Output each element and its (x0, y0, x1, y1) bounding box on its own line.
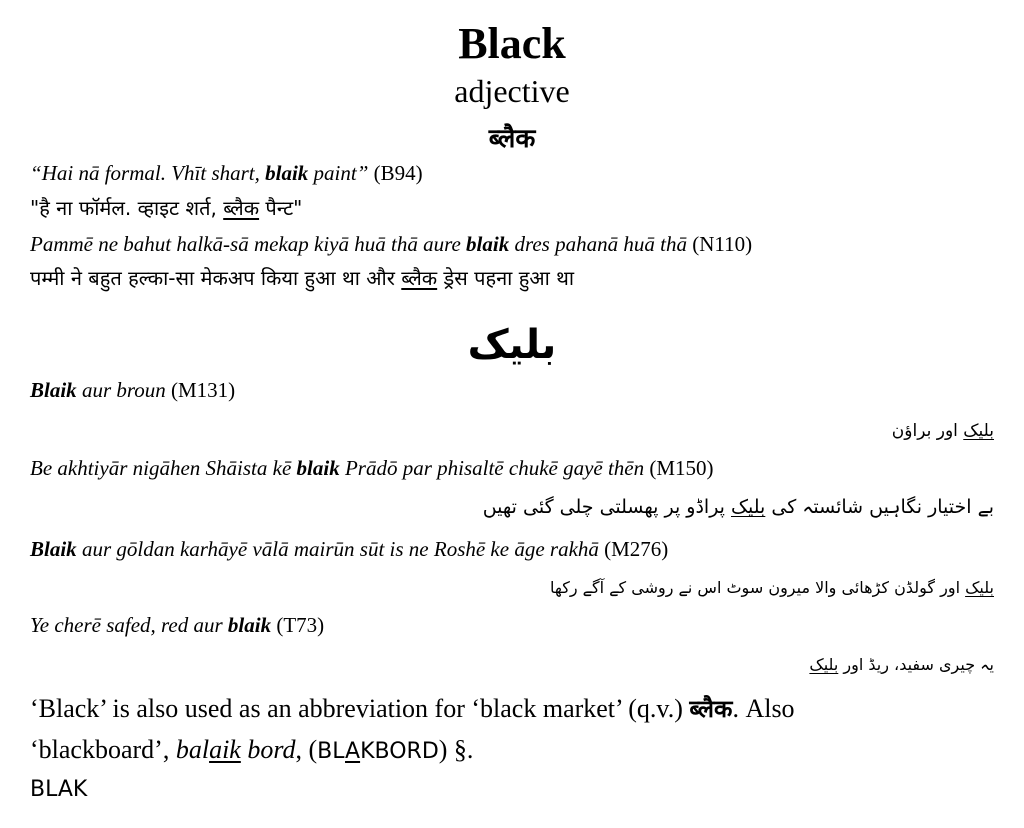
hindi-example-1-latin: “Hai nā formal. Vhīt shart, blaik paint” (B94) (30, 161, 423, 185)
usage-note-line-2: ‘blackboard’, balaik bord, (BLAKBORD) §. (30, 735, 474, 764)
usage-note-line-1: ‘Black’ is also used as an abbreviation for ‘black market’ (q.v.) ब्लैक. Also (30, 694, 795, 723)
urdu-example-3-latin: Blaik aur gōldan karhāyē vālā mairūn sūt is ne Roshē ke āge rakhā (M276) (30, 537, 669, 561)
urdu-example-1-script: بلیک اور براؤن (891, 421, 994, 441)
hindi-example-2-devanagari: पम्मी ने बहुत हल्का-सा मेकअप किया हुआ था और ब्लैक ड्रेस पहना हुआ था (30, 266, 575, 290)
cross-reference: BLAK (30, 777, 88, 802)
urdu-example-2-script: بے اختیار نگاہیں شائستہ کی بلیک پراڈو پر پھسلتی چلی گئی تھیں (482, 496, 994, 518)
part-of-speech: adjective (454, 73, 570, 109)
urdu-example-1-latin: Blaik aur broun (M131) (30, 378, 236, 402)
hindi-example-2-latin: Pammē ne bahut halkā-sā mekap kiyā huā thā aure blaik dres pahanā huā thā (N110) (30, 232, 753, 256)
urdu-example-4-latin: Ye cherē safed, red aur blaik (T73) (30, 613, 325, 637)
devanagari-headword: ब्लैक (488, 124, 536, 154)
urdu-example-3-script: بلیک اور گولڈن کڑھائی والا میرون سوٹ اس نے روشی کے آگے رکھا (549, 578, 994, 597)
urdu-headword: بلیک (467, 322, 557, 368)
urdu-example-2-latin: Be akhtiyār nigāhen Shāista kē blaik Prādō par phisaltē chukē gayē thēn (M150) (30, 456, 714, 480)
headword: Black (458, 19, 566, 68)
urdu-example-4-script: یہ چیری سفید، ریڈ اور بلیک (809, 655, 994, 674)
hindi-example-1-devanagari: "है ना फॉर्मल. व्हाइट शर्त, ब्लैक पैन्ट" (30, 196, 303, 220)
